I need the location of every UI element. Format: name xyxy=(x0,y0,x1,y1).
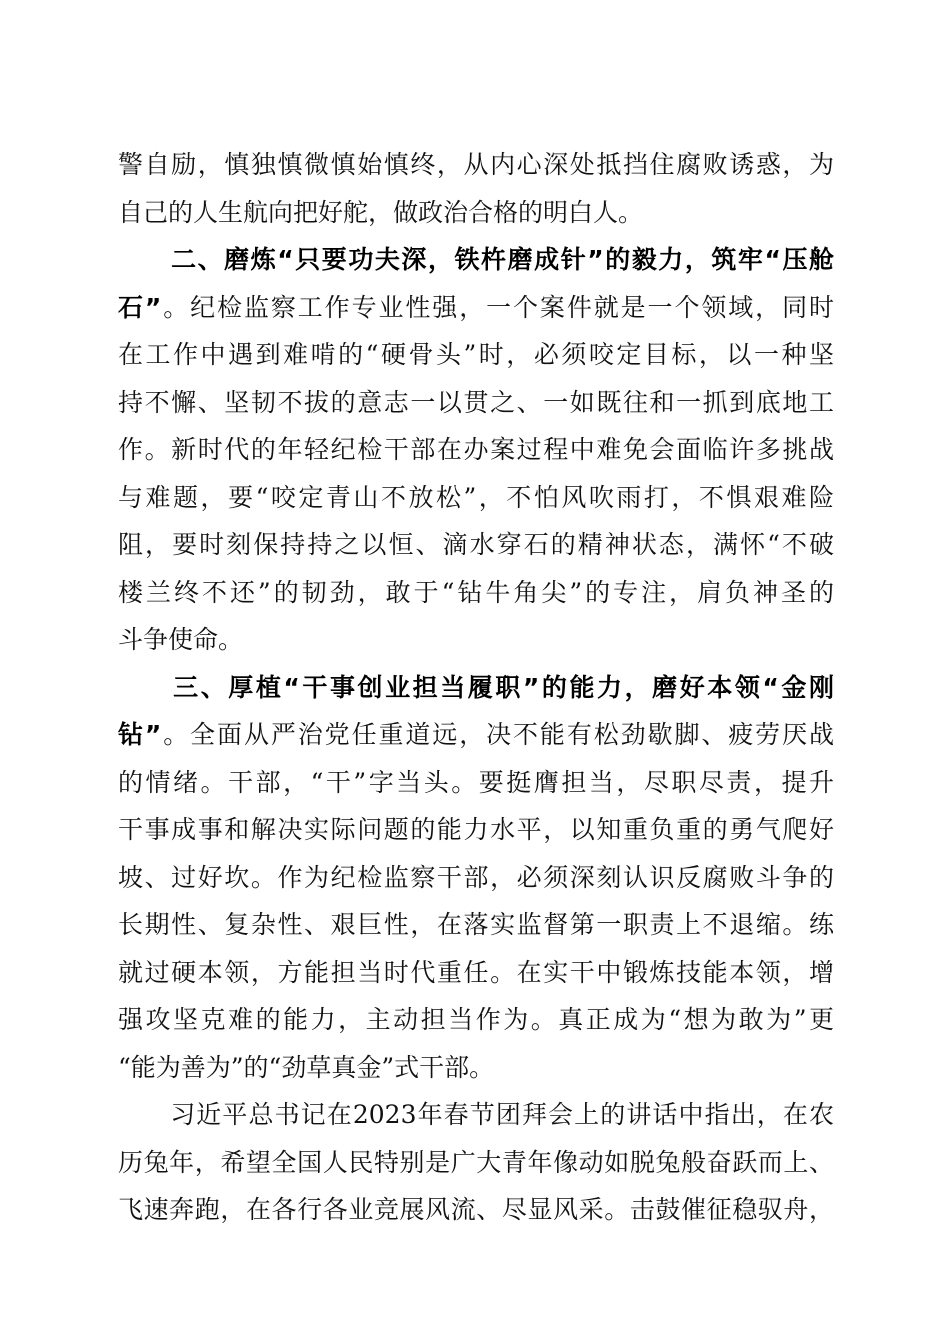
text-line: 的情绪。干部，“干”字当头。要挺膺担当，尽职尽责，提升 xyxy=(118,767,834,797)
section-two-heading-tail: 石” xyxy=(118,292,162,322)
text-line: 斗争使命。 xyxy=(118,625,244,654)
text-line: 持不懈、坚韧不拔的意志一以贯之、一如既往和一抓到底地工 xyxy=(118,387,834,417)
text-line: 强攻坚克难的能力，主动担当作为。真正成为“想为敢为”更 xyxy=(118,1005,834,1034)
text-line: 就过硬本领，方能担当时代重任。在实干中锻炼技能本领，增 xyxy=(118,957,834,987)
text-line-rest: 。纪检监察工作专业性强，一个案件就是一个领域，同时 xyxy=(161,292,834,322)
text-line: 飞速奔跑，在各行各业竞展风流、尽显风采。击鼓催征稳驭舟， xyxy=(118,1195,834,1224)
text-line: 历兔年，希望全国人民特别是广大青年像动如脱兔般奋跃而上、 xyxy=(118,1147,834,1177)
document-body xyxy=(118,141,834,1234)
paragraph-section-three xyxy=(118,664,834,1092)
section-three-heading-line: 三、厚植“干事创业担当履职”的能力，磨好本领“金刚 xyxy=(118,672,834,702)
text-line xyxy=(118,284,834,332)
text-line: 与难题，要“咬定青山不放松”，不怕风吹雨打，不惧艰难险 xyxy=(118,482,834,512)
text-line xyxy=(118,711,834,759)
text-line: 坡、过好坎。作为纪检监察干部，必须深刻认识反腐败斗争的 xyxy=(118,862,834,892)
section-three-heading-tail: 钻” xyxy=(118,720,162,749)
text-line-rest: 。全面从严治党任重道远，决不能有松劲歇脚、疲劳厌战 xyxy=(161,720,834,749)
text-line: 楼兰终不还”的韧劲，敢于“钻牛角尖”的专注，肩负神圣的 xyxy=(118,577,834,607)
text-line: 在工作中遇到难啃的“硬骨头”时，必须咬定目标，以一种坚 xyxy=(118,340,834,369)
text-line: 警自励，慎独慎微慎始慎终，从内心深处抵挡住腐败诱惑，为 xyxy=(118,150,834,179)
text-line: 习近平总书记在2023年春节团拜会上的讲话中指出，在农 xyxy=(118,1100,834,1129)
section-two-heading-line: 二、磨炼“只要功夫深，铁杵磨成针”的毅力，筑牢“压舱 xyxy=(118,245,834,274)
paragraph-xi-quote xyxy=(118,1091,834,1234)
text-line: 自己的人生航向把好舵，做政治合格的明白人。 xyxy=(118,197,644,227)
text-line: 阻，要时刻保持持之以恒、滴水穿石的精神状态，满怀“不破 xyxy=(118,530,834,559)
text-line: 长期性、复杂性、艰巨性，在落实监督第一职责上不退缩。练 xyxy=(118,910,834,939)
text-line: 干事成事和解决实际问题的能力水平，以知重负重的勇气爬好 xyxy=(118,815,834,844)
paragraph-intro-continuation xyxy=(118,141,834,236)
paragraph-section-two xyxy=(118,236,834,664)
text-line: 作。新时代的年轻纪检干部在办案过程中难免会面临许多挑战 xyxy=(118,435,834,464)
text-line: “能为善为”的“劲草真金”式干部。 xyxy=(118,1052,495,1082)
